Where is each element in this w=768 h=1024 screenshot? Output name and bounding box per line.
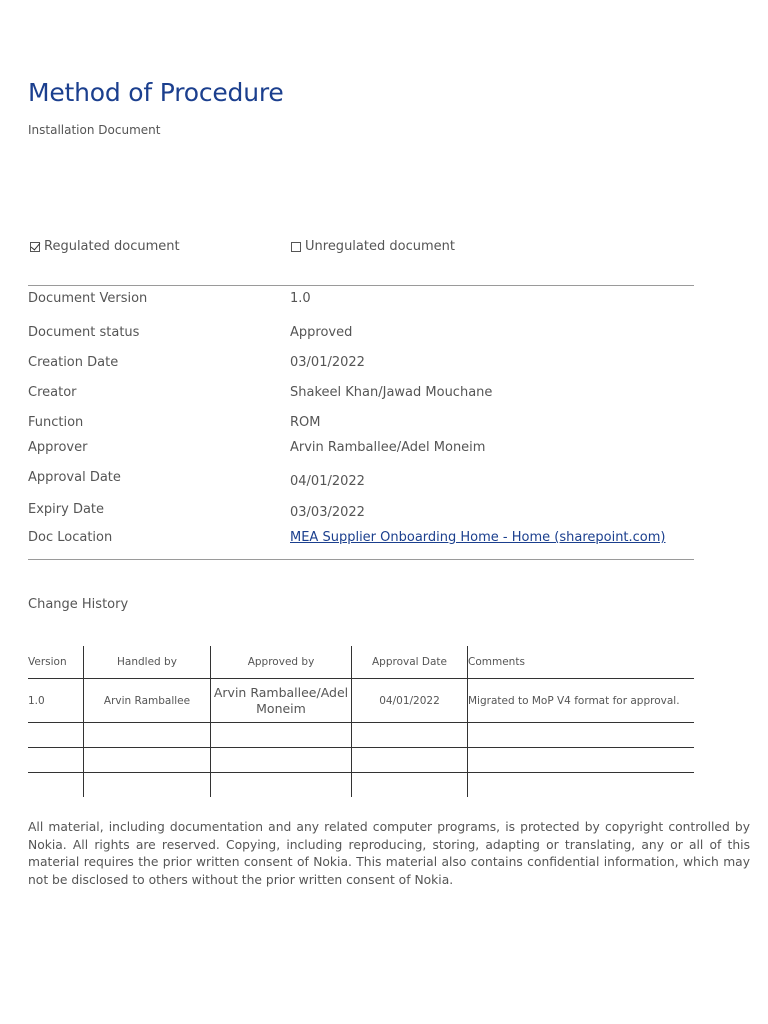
meta-label-creator: Creator <box>28 385 77 400</box>
table-cell-empty <box>211 748 352 773</box>
column-header-comments: Comments <box>468 646 695 679</box>
table-cell-empty <box>28 748 84 773</box>
meta-label-approver: Approver <box>28 440 88 455</box>
table-header-row <box>28 646 694 679</box>
document-title: Method of Procedure <box>28 78 284 107</box>
change-history-table <box>28 646 694 797</box>
table-cell-empty <box>468 723 695 748</box>
table-cell-empty <box>468 748 695 773</box>
table-row <box>28 748 694 773</box>
column-header-handled-by: Handled by <box>84 646 211 679</box>
column-header-approval-date: Approval Date <box>352 646 468 679</box>
meta-value-expiry-date: 03/03/2022 <box>290 505 365 520</box>
column-header-approved-by: Approved by <box>211 646 352 679</box>
table-cell-version: 1.0 <box>28 679 84 723</box>
meta-label-expiry-date: Expiry Date <box>28 502 105 517</box>
meta-value-document-version: 1.0 <box>290 291 311 306</box>
table-cell-empty <box>468 773 695 797</box>
table-cell-approved-by: Arvin Ramballee/Adel Moneim <box>211 679 352 723</box>
regulated-label: Regulated document <box>44 239 180 254</box>
column-header-version: Version <box>28 646 84 679</box>
table-cell-empty <box>84 773 211 797</box>
table-cell-empty <box>28 773 84 797</box>
meta-label-document-version: Document Version <box>28 291 148 306</box>
table-row <box>28 773 694 797</box>
meta-label-document-status: Document status <box>28 325 140 340</box>
doc-location-link[interactable]: MEA Supplier Onboarding Home - Home (sharepoint.com) <box>290 530 666 545</box>
metadata-bottom-divider <box>28 559 694 560</box>
table-cell-empty <box>28 723 84 748</box>
table-cell-empty <box>84 723 211 748</box>
table-cell-empty <box>352 773 468 797</box>
table-cell-empty <box>352 723 468 748</box>
meta-value-function: ROM <box>290 415 321 430</box>
table-cell-empty <box>352 748 468 773</box>
meta-label-approval-date: Approval Date <box>28 470 121 485</box>
meta-value-creation-date: 03/01/2022 <box>290 355 365 370</box>
table-cell-approval-date: 04/01/2022 <box>352 679 468 723</box>
change-history-heading: Change History <box>28 597 129 612</box>
meta-label-function: Function <box>28 415 84 430</box>
meta-label-doc-location: Doc Location <box>28 530 113 545</box>
regulated-option[interactable] <box>30 239 180 254</box>
copyright-notice: All material, including documentation and any related computer programs, is protected by copyright controlled by Nokia. All rights are reserved. Copying, including reproducing, storing, adapting or translating, any or all of this material requires the prior written consent of Nokia. This material also contains confidential information, which may not be disclosed to others without the prior written consent of Nokia. <box>28 820 750 887</box>
table-cell-handled-by: Arvin Ramballee <box>84 679 211 723</box>
document-subtitle: Installation Document <box>28 123 161 137</box>
meta-value-approval-date: 04/01/2022 <box>290 474 365 489</box>
unregulated-label: Unregulated document <box>305 239 455 254</box>
metadata-top-divider <box>28 285 694 286</box>
table-cell-empty <box>84 748 211 773</box>
table-cell-comments: Migrated to MoP V4 format for approval. <box>468 679 695 723</box>
table-cell-empty <box>211 773 352 797</box>
meta-label-creation-date: Creation Date <box>28 355 119 370</box>
checkbox-checked-icon[interactable] <box>30 242 40 252</box>
meta-value-document-status: Approved <box>290 325 353 340</box>
meta-value-creator: Shakeel Khan/Jawad Mouchane <box>290 385 493 400</box>
table-row <box>28 679 694 723</box>
table-cell-empty <box>211 723 352 748</box>
unregulated-option[interactable] <box>291 239 455 254</box>
checkbox-unchecked-icon[interactable] <box>291 242 301 252</box>
meta-value-approver: Arvin Ramballee/Adel Moneim <box>290 440 486 455</box>
table-row <box>28 723 694 748</box>
